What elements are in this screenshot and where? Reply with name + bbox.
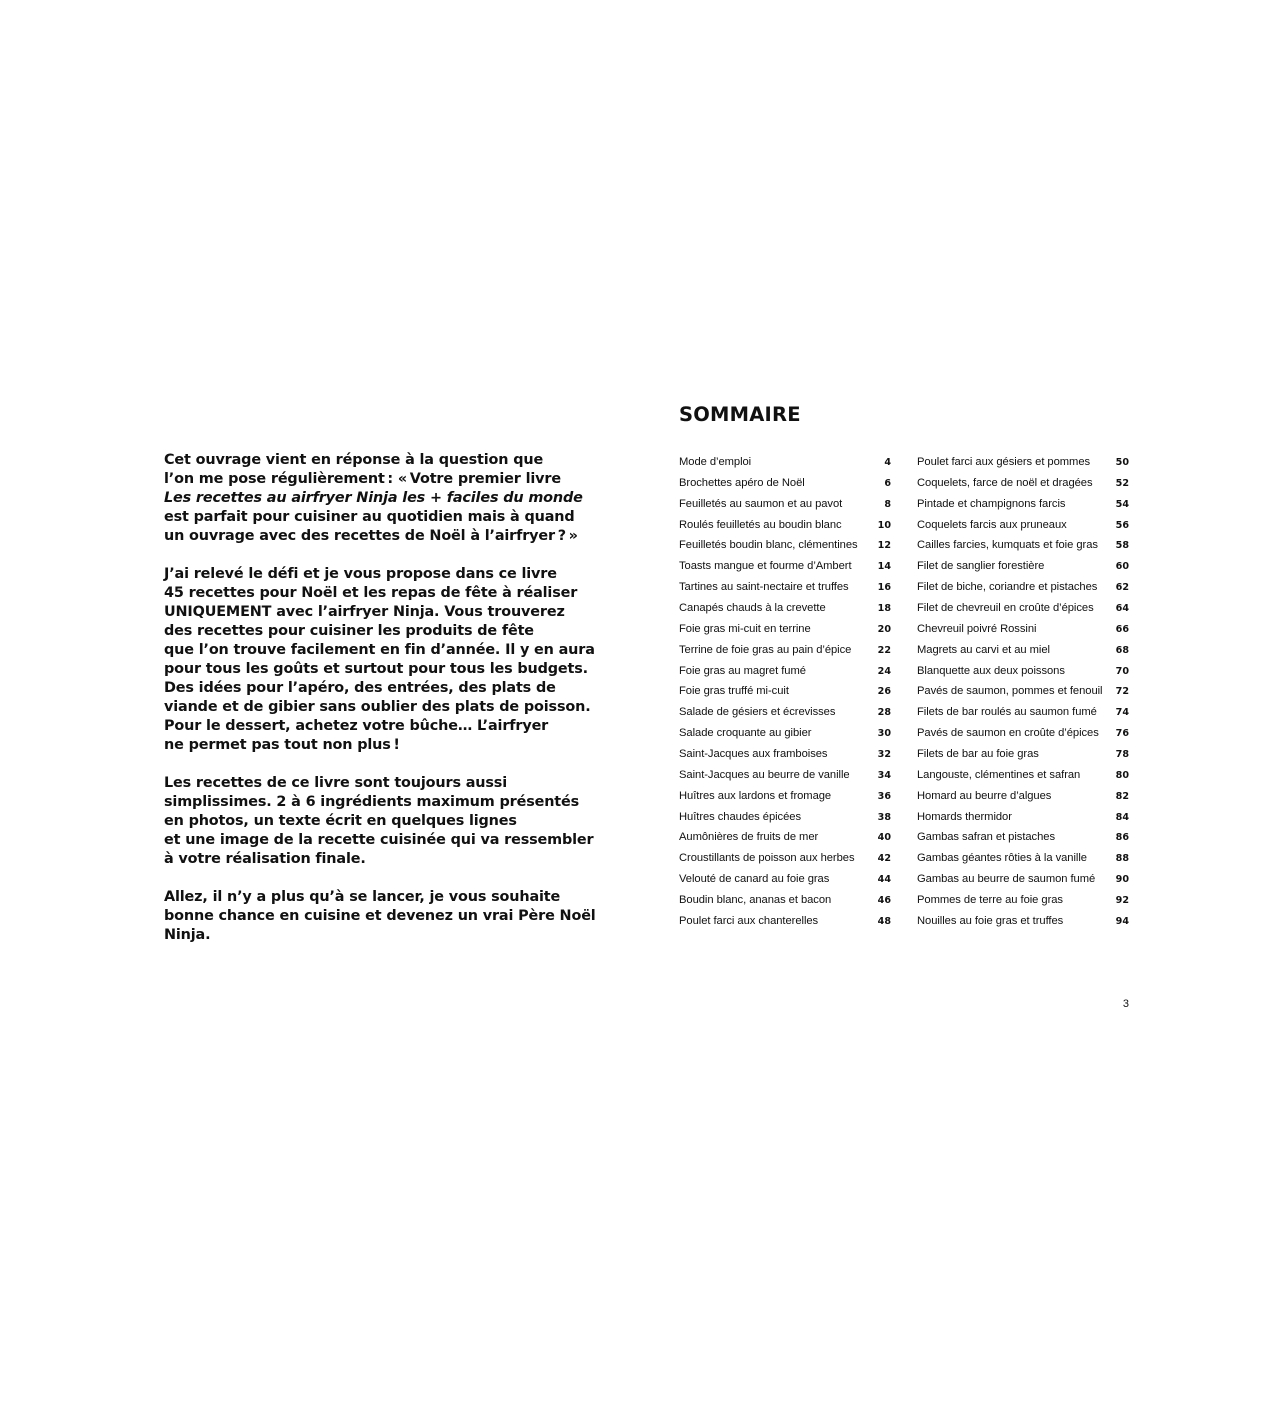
toc-entry-page: 56 [1115,519,1129,531]
intro-line: pour tous les goûts et surtout pour tous les budgets. [164,661,589,677]
toc-entry-title: Filet de chevreuil en croûte d’épices [917,602,1094,615]
toc-entry-title: Feuilletés au saumon et au pavot [679,497,843,510]
toc-entry-page: 58 [1115,540,1129,552]
intro-line: est parfait pour cuisiner au quotidien mais à quand [164,509,575,525]
toc-entry-page: 4 [884,457,891,468]
toc-entry-title: Terrine de foie gras au pain d’épice [679,643,852,656]
toc-entry-title: Feuilletés boudin blanc, clémentines [679,539,858,552]
toc-entry-page: 72 [1115,686,1129,698]
toc-entry [679,723,891,744]
toc-entry-page: 26 [877,686,891,698]
toc-entry [679,598,891,619]
toc-entry [917,535,1129,556]
toc-entry-page: 12 [877,540,891,552]
toc-entry [679,577,891,598]
toc-entry [917,702,1129,723]
toc-entry-title: Pommes de terre au foie gras [917,894,1063,907]
toc-entry-page: 36 [877,790,891,802]
intro-line: à votre réalisation finale. [164,851,366,867]
intro-line-book-title [164,489,584,508]
toc-entry [679,640,891,661]
intro-line: que l’on trouve facilement en fin d’année. Il y en aura [164,642,595,658]
toc-entry-title: Gambas au beurre de saumon fumé [917,873,1096,886]
toc-entry [917,681,1129,702]
intro-line: bonne chance en cuisine et devenez un vrai Père Noël [164,908,596,924]
toc-entry-title: Cailles farcies, kumquats et foie gras [917,539,1098,552]
toc-entry [917,786,1129,807]
toc-entry [917,827,1129,848]
intro-line: en photos, un texte écrit en quelques lignes [164,813,517,829]
toc-entry-page: 70 [1115,665,1129,677]
toc-entry-page: 46 [877,895,891,907]
toc-entry-page: 8 [884,498,891,510]
toc-entry [679,702,891,723]
toc-entry-page: 76 [1115,728,1129,740]
toc-entry-title: Toasts mangue et fourme d’Ambert [679,560,852,573]
toc-entry [917,619,1129,640]
toc-entry-title: Mode d’emploi [679,456,752,468]
toc-entry-page: 34 [877,769,891,781]
toc-entry [917,869,1129,890]
toc-entry-title: Aumônières de fruits de mer [679,831,819,844]
toc-entry-title: Magrets au carvi et au miel [917,643,1050,656]
intro-line: Cet ouvrage vient en réponse à la question que [164,452,544,468]
toc-entry [917,807,1129,828]
toc-entry-page: 20 [877,623,891,635]
toc-column-left [679,452,891,932]
toc-entry-title: Homards thermidor [917,810,1012,823]
toc-entry-title: Nouilles au foie gras et truffes [917,914,1064,927]
toc-entry-page: 30 [877,728,891,740]
toc-entry [917,911,1129,932]
toc-entry [917,744,1129,765]
toc-entry [917,848,1129,869]
toc-entry-title: Blanquette aux deux poissons [917,664,1065,677]
toc-entry-title: Poulet farci aux chanterelles [679,914,819,927]
intro-line: ne permet pas tout non plus ! [164,737,400,753]
toc-entry [917,515,1129,536]
toc-entry-title: Chevreuil poivré Rossini [917,622,1037,635]
toc-entry-title: Foie gras truffé mi-cuit [679,685,789,698]
toc-entry [679,890,891,911]
toc-entry [917,494,1129,515]
toc-entry-title: Croustillants de poisson aux herbes [679,852,855,865]
toc-entry [679,911,891,932]
toc-entry-page: 44 [877,874,891,886]
toc-entry-title: Filet de biche, coriandre et pistaches [917,581,1098,594]
intro-paragraph-1 [164,451,584,546]
toc-entry-title: Langouste, clémentines et safran [917,768,1081,781]
toc-entry-page: 92 [1115,895,1129,907]
toc-entry-title: Pintade et champignons farcis [917,497,1066,510]
toc-entry-title: Gambas géantes rôties à la vanille [917,852,1087,865]
toc-entry-page: 42 [877,853,891,865]
toc-title: SOMMAIRE [679,403,801,426]
toc-entry-page: 80 [1115,769,1129,781]
toc-entry [679,661,891,682]
toc-entry [679,786,891,807]
toc-entry [917,577,1129,598]
toc-entry-title: Huîtres aux lardons et fromage [679,789,832,802]
toc-entry [917,765,1129,786]
intro-paragraph-2 [164,565,595,755]
toc-entry-title: Homard au beurre d’algues [917,789,1052,802]
toc-entry-page: 84 [1115,811,1129,823]
toc-entry [679,535,891,556]
toc-entry-title: Tartines au saint-nectaire et truffes [679,581,849,594]
toc-entry-page: 86 [1115,832,1129,844]
intro-line: UNIQUEMENT avec l’airfryer Ninja. Vous trouverez [164,604,565,620]
toc-entry-page: 54 [1115,498,1129,510]
toc-entry-page: 14 [877,561,891,573]
toc-entry-page: 66 [1115,623,1129,635]
intro-line: des recettes pour cuisiner les produits de fête [164,623,534,639]
intro-line: simplissimes. 2 à 6 ingrédients maximum présentés [164,794,580,810]
toc-entry [917,640,1129,661]
toc-entry-page: 10 [877,519,891,531]
book-title: Les recettes au airfryer Ninja les + faciles du monde [164,490,583,506]
toc-entry-title: Salade croquante au gibier [679,727,812,740]
toc-entry-title: Pavés de saumon, pommes et fenouil [917,685,1103,698]
toc-entry-page: 24 [877,665,891,677]
page-number: 3 [1122,998,1129,1010]
toc-entry-title: Gambas safran et pistaches [917,831,1055,844]
toc-entry-page: 64 [1115,603,1129,615]
toc-entry-title: Saint-Jacques aux framboises [679,748,828,761]
intro-line: et une image de la recette cuisinée qui va ressembler [164,832,594,848]
toc-entry-title: Coquelets farcis aux pruneaux [917,518,1067,531]
intro-line: viande et de gibier sans oublier des plats de poisson. [164,699,591,715]
toc-entry [679,848,891,869]
toc-entry-title: Salade de gésiers et écrevisses [679,706,836,719]
toc-entry-title: Boudin blanc, ananas et bacon [679,894,832,907]
toc-entry [679,744,891,765]
toc-entry-title: Velouté de canard au foie gras [679,873,830,886]
toc-entry-title: Saint-Jacques au beurre de vanille [679,768,850,781]
toc-entry [679,869,891,890]
intro-line: un ouvrage avec des recettes de Noël à l’airfryer ? » [164,528,578,544]
toc-entry-title: Roulés feuilletés au boudin blanc [679,518,842,531]
toc-entry [917,890,1129,911]
toc-entry-page: 62 [1115,582,1129,594]
toc-entry [917,473,1129,494]
toc-entry-page: 28 [877,707,891,719]
toc-entry-title: Brochettes apéro de Noël [679,476,805,489]
intro-line: Ninja. [164,927,211,943]
intro-line: Pour le dessert, achetez votre bûche… L’airfryer [164,718,549,734]
toc-entry-page: 52 [1115,477,1129,489]
intro-line: J’ai relevé le défi et je vous propose dans ce livre [164,566,557,582]
toc-entry-page: 82 [1115,790,1129,802]
toc-entry-page: 90 [1115,874,1129,886]
toc-entry-title: Foie gras mi-cuit en terrine [679,622,811,635]
toc-entry-title: Huîtres chaudes épicées [679,810,801,823]
toc-entry-title: Foie gras au magret fumé [679,664,806,677]
intro-line: Des idées pour l’apéro, des entrées, des plats de [164,680,556,696]
toc-entry [679,619,891,640]
toc-entry [917,661,1129,682]
toc-entry-page: 32 [877,749,891,761]
toc-entry-page: 16 [877,582,891,594]
toc-entry [679,765,891,786]
toc-entry-page: 40 [877,832,891,844]
toc-entry-page: 78 [1115,749,1129,761]
toc-entry-page: 68 [1115,644,1129,656]
toc-entry-page: 88 [1115,853,1129,865]
toc-entry-title: Canapés chauds à la crevette [679,602,826,615]
intro-line: Les recettes de ce livre sont toujours aussi [164,775,507,791]
toc-entry-title: Coquelets, farce de noël et dragées [917,476,1093,489]
toc-entry [917,723,1129,744]
toc-entry [917,598,1129,619]
toc-entry [917,452,1129,473]
toc-entry-title: Filet de sanglier forestière [917,560,1045,573]
intro-paragraph-4 [164,888,596,945]
toc-entry [679,452,891,473]
toc-entry-page: 94 [1115,915,1129,927]
toc-entry [679,515,891,536]
toc-entry-title: Pavés de saumon en croûte d’épices [917,727,1099,740]
intro-paragraph-3 [164,774,594,869]
toc-entry [917,556,1129,577]
intro-line: 45 recettes pour Noël et les repas de fête à réaliser [164,585,578,601]
intro-line: l’on me pose régulièrement : « Votre premier livre [164,471,561,487]
toc-entry [679,556,891,577]
toc-entry-title: Poulet farci aux gésiers et pommes [917,456,1091,468]
intro-line: Allez, il n’y a plus qu’à se lancer, je vous souhaite [164,889,561,905]
toc-entry-page: 22 [877,644,891,656]
toc-column-right [917,452,1129,932]
toc-entry-title: Filets de bar roulés au saumon fumé [917,706,1097,719]
toc-entry-page: 18 [877,603,891,615]
toc-entry-page: 50 [1115,457,1129,468]
toc-entry-title: Filets de bar au foie gras [917,748,1039,761]
toc-entry-page: 48 [877,915,891,927]
toc-entry [679,494,891,515]
toc-entry-page: 38 [877,811,891,823]
toc-entry [679,681,891,702]
toc-entry-page: 6 [884,477,891,489]
intro-text [164,451,596,945]
toc-entry [679,807,891,828]
toc-entry-page: 74 [1115,707,1129,719]
toc-entry [679,827,891,848]
toc-entry [679,473,891,494]
toc-entry-page: 60 [1115,561,1129,573]
